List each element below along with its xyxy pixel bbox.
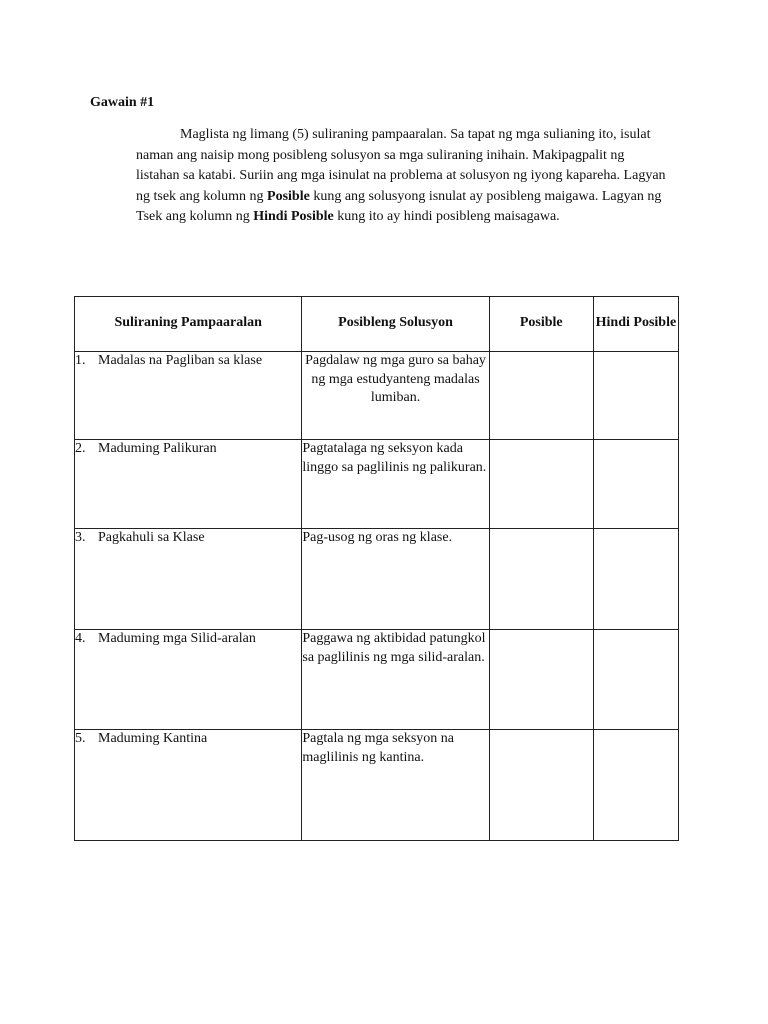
posible-check-cell[interactable] [489,630,593,730]
solution-cell: Paggawa ng aktibidad patungkol sa paglilinis ng mga silid-aralan. [302,630,489,730]
header-posible: Posible [489,297,593,352]
hindi-posible-check-cell[interactable] [593,352,678,440]
header-hindi-posible: Hindi Posible [593,297,678,352]
solution-cell: Pag-usog ng oras ng klase. [302,529,489,630]
problem-number: 1. [75,353,86,368]
hindi-posible-check-cell[interactable] [593,730,678,841]
posible-check-cell[interactable] [489,730,593,841]
posible-check-cell[interactable] [489,529,593,630]
instructions-bold-hindi-posible: Hindi Posible [253,209,334,225]
hindi-posible-check-cell[interactable] [593,529,678,630]
instructions-text-2: kung ang solusyong isnulat ay posibleng maigawa. Lagyan ng Tsek ang kolumn ng [136,188,662,225]
table-row [75,630,679,730]
problem-text: Maduming Kantina [98,731,208,746]
table-row [75,730,679,841]
instructions-text-3: kung ito ay hindi posibleng maisagawa. [333,209,560,225]
instructions-paragraph [136,125,668,228]
problem-cell [75,730,302,841]
posible-check-cell[interactable] [489,352,593,440]
table-row [75,529,679,630]
problem-text: Maduming Palikuran [98,441,217,456]
problems-solutions-table [74,296,679,841]
problem-text: Pagkahuli sa Klase [98,530,205,545]
problem-cell [75,440,302,529]
solution-cell: Pagtala ng mga seksyon na maglilinis ng kantina. [302,730,489,841]
header-posibleng-solusyon: Posibleng Solusyon [302,297,489,352]
hindi-posible-check-cell[interactable] [593,630,678,730]
problem-cell [75,529,302,630]
table-header-row [75,297,679,352]
problem-text: Madalas na Pagliban sa klase [98,353,263,368]
solution-cell: Pagtatalaga ng seksyon kada linggo sa paglilinis ng palikuran. [302,440,489,529]
posible-check-cell[interactable] [489,440,593,529]
problem-cell [75,630,302,730]
activity-title: Gawain #1 [90,95,155,110]
problem-number: 4. [75,631,86,646]
instructions-text-1: Maglista ng limang (5) suliraning pampaaralan. Sa tapat ng mga sulianing ito, isulat naman ang naisip mong posibleng solusyon sa mga suliraning inihain. Makipagpalit ng listahan sa katabi. Suriin ang mga isinulat na problema at solusyon ng iyong kapareha. Lagyan ng tsek ang kolumn ng [136,127,666,204]
problem-text: Maduming mga Silid-aralan [98,631,256,646]
table-row [75,352,679,440]
solution-cell: Pagdalaw ng mga guro sa bahay ng mga estudyanteng madalas lumiban. [302,352,489,440]
instructions-bold-posible: Posible [267,188,310,204]
problem-number: 5. [75,731,86,746]
problem-number: 3. [75,530,86,545]
problem-number: 2. [75,441,86,456]
header-suliraning-pampaaralan: Suliraning Pampaaralan [75,297,302,352]
table-row [75,440,679,529]
hindi-posible-check-cell[interactable] [593,440,678,529]
problem-cell [75,352,302,440]
